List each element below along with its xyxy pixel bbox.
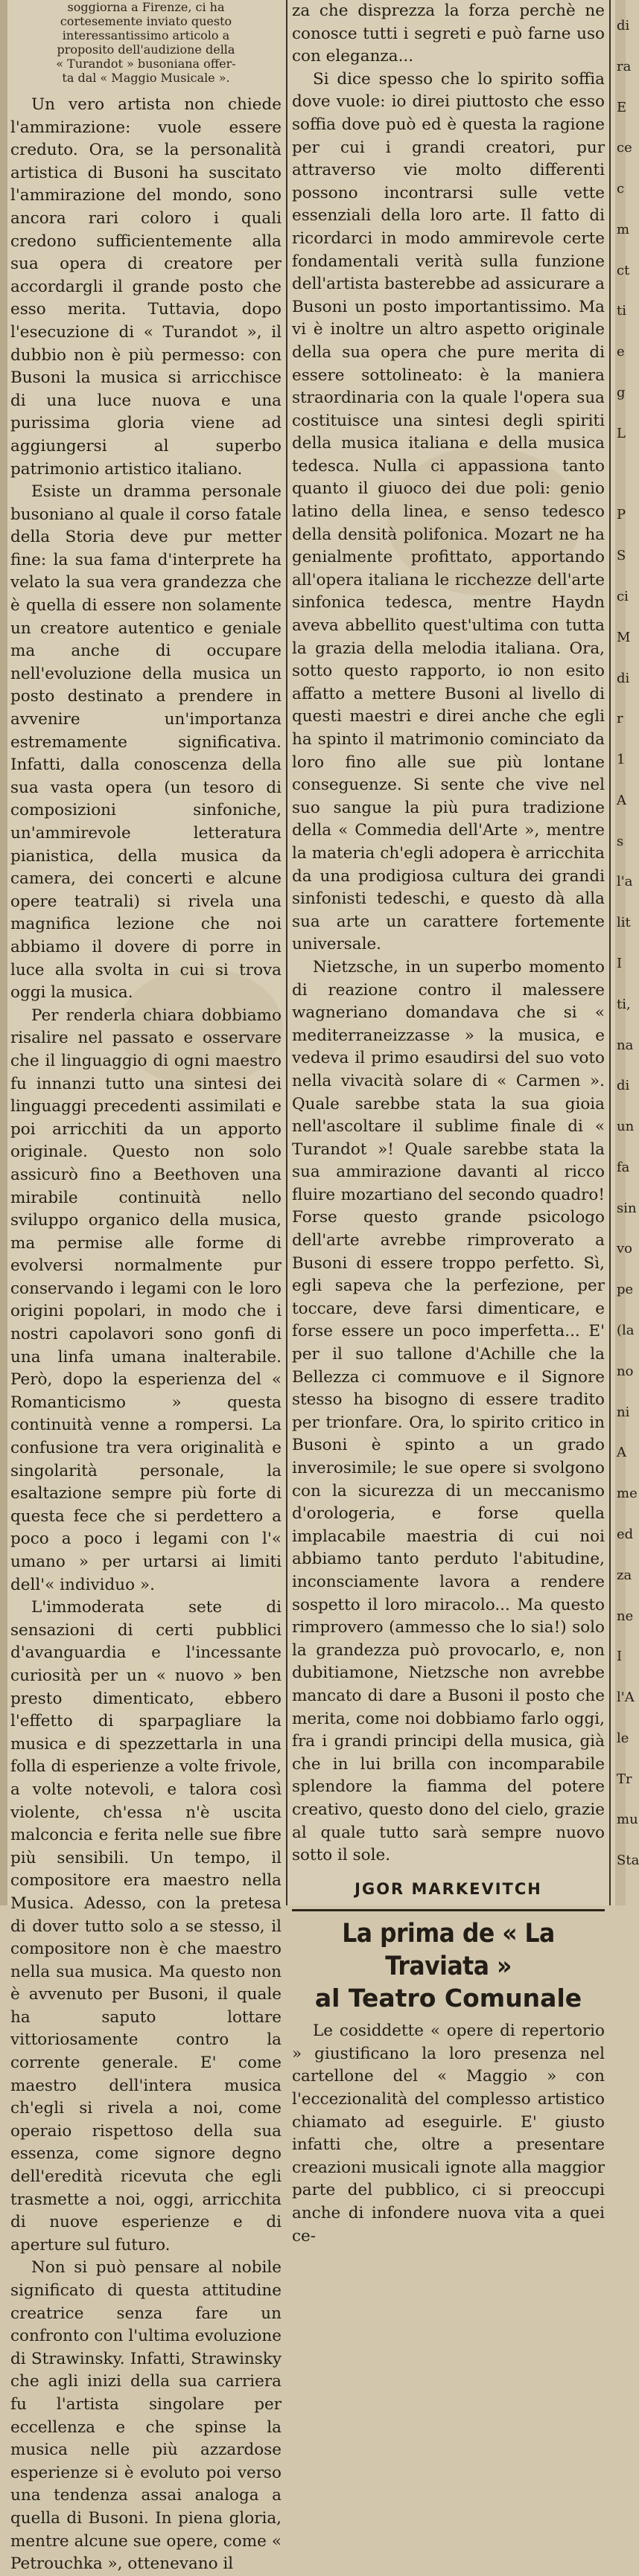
clipped-text-fragment: E: [617, 99, 627, 115]
clipped-text-fragment: r: [617, 711, 623, 727]
clipped-text-fragment: l'a: [617, 874, 633, 890]
column-rule: [609, 0, 611, 1905]
clipped-text-fragment: ra: [617, 58, 632, 74]
article-paragraph: Un vero artista non chiede l'ammirazione: vuole essere creduto. Ora, se la personalità artistica di Busoni ha suscitato l'ammirazione del mondo, sono ancora rari coloro i quali credono sufficientemente alla sua opera di creatore per accordargli il grande posto che esso merita. Tuttavia, dopo l'esecuzione di « Turandot », il dubbio non è più permesso: con Busoni la musica si arricchisce di una luce nuova e una purissima gloria viene ad aggiungersi al superbo patrimonio artistico italiano.: [10, 95, 282, 479]
clipped-text-fragment: di: [617, 18, 630, 33]
clipped-text-fragment: ed: [617, 1526, 634, 1542]
intro-note: [16, 0, 276, 85]
clipped-text-fragment: (la: [617, 1323, 635, 1339]
clipped-text-fragment: vo: [617, 1241, 633, 1257]
article-paragraph: za che disprezza la forza perchè ne conosce tutti i segreti e può farne uso con eleganza...: [292, 1, 605, 66]
clipped-text-fragment: M: [617, 629, 631, 645]
clipped-text-fragment: 1: [617, 752, 626, 768]
clipped-text-fragment: Tr: [617, 1771, 632, 1787]
clipped-text-fragment: me: [617, 1486, 638, 1502]
article-paragraph: Per renderla chiara dobbiamo risalire nel passato e osservare che il linguaggio di ogni maestro fu innanzi tutto una sintesi dei linguaggi precedenti assimilati e poi arricchiti da un apporto originale. Questo non solo assicurò fino a Beethoven una mirabile continuità nello sviluppo organico della musica, ma permise alle forme di evolversi normalmente pur conservando i legami con le loro origini popolari, in modo che i nostri capolavori sono gonfi di una linfa umana inalterabile. Però, dopo la esperienza del « Romanticismo » questa continuità venne a rompersi. La confusione tra vera originalità e singolarità personale, la esaltazione sempre più forte di questa fece che si perdettero a poco a poco i legami con l'« umano » per urtarsi ai limiti dell'« individuo ».: [10, 1006, 282, 1594]
article-subheadline: al Teatro Comunale: [314, 1984, 582, 2013]
article-paragraph: Si dice spesso che lo spirito soffia dove vuole: io direi piuttosto che esso soffia dove può ed è questa la ragione per cui i grandi creatori, pur attraverso vie molto differenti possono incontrarsi sulle vette essenziali della loro arte. Il fatto di ricordarci in modo ammirevole certe fondamentali verità sulla funzione dell'artista basterebbe ad assicurare a Busoni un posto importantissimo. Ma vi è inoltre un altro aspetto originale della sua opera che pure merita di essere sottolineato: è la maniera straordinaria con la quale l'opera sua costituisce una sintesi degli spiriti della musica italiana e della musica tedesca. Nulla ci appassiona tanto quanto il giuoco dei due poli: genio latino della linea, e senso tedesco della densità polifonica. Mozart ne ha genialmente profittato, apportando all'opera italiana le ricchezze dell'arte sinfonica tedesca, mentre Haydn aveva abbellito quest'ultima con tutta la grazia della melodia italiana. Ora, sotto questo rapporto, io non esito affatto a mettere Busoni al livello di questi maestri e direi anche che egli ha spinto il matrimonio cominciato da loro fino alle sue più lontane conseguenze. Si sente che vive nel suo sangue la più pura tradizione della « Commedia dell'Arte », mentre la materia ch'egli adopera è arricchita da una prodigiosa cultura dei grandi sinfonisti tedeschi, e questo dà alla sua arte un carattere fortemente universale.: [292, 69, 605, 954]
clipped-text-fragment: ne: [617, 1608, 634, 1624]
clipped-text-fragment: fa: [617, 1159, 630, 1175]
clipped-text-fragment: c: [617, 181, 625, 197]
clipped-text-fragment: di: [617, 670, 630, 686]
clipped-text-fragment: Sta: [617, 1853, 639, 1869]
left-column: [10, 0, 282, 2576]
clipped-text-fragment: di: [617, 1078, 630, 1094]
clipped-text-fragment: mu: [617, 1812, 638, 1828]
author-signature: JGOR MARKEVITCH: [355, 1879, 542, 1898]
clipped-text-fragment: s: [617, 833, 624, 849]
clipped-text-fragment: g: [617, 385, 626, 401]
intro-line: soggiorna a Firenze, ci ha: [67, 0, 225, 14]
clipped-text-fragment: un: [617, 1119, 635, 1135]
clipped-text-fragment: za: [617, 1567, 632, 1583]
middle-column: [292, 0, 605, 2248]
clipped-text-fragment: ti: [617, 303, 626, 319]
clipped-text-fragment: na: [617, 1037, 634, 1053]
headline-rule: [292, 1909, 605, 1911]
clipped-text-fragment: L: [617, 425, 626, 441]
clipped-text-fragment: S: [617, 548, 626, 564]
intro-line: ta dal « Maggio Musicale ».: [62, 71, 230, 85]
article-paragraph: Non si può pensare al nobile significato di questa attitudine creatrice senza fare un confronto con l'ultima evoluzione di Strawinsky. Infatti, Strawinsky che agli inizi della sua carriera fu l'artista singolare per eccellenza e che spinse la musica nelle più azzardose esperienze si è evoluto poi verso una tendenza assai analoga a quella di Busoni. In piena gloria, mentre alcune sue opere, come « Petrouchka », ottenevano il: [10, 2258, 282, 2574]
clipped-text-fragment: I: [617, 956, 623, 971]
column-rule: [286, 0, 287, 1905]
article-paragraph: Esiste un dramma personale busoniano al quale il corso fatale della Storia deve pur metter fine: la sua fama d'interprete ha velato la sua vera grandezza che è quella di essere non solamente un creatore autentico e geniale ma anche di occupare nell'evoluzione della musica un posto destinato a prendere in avvenire un'importanza estremamente significativa. Infatti, dalla conoscenza della sua vasta opera (un tesoro di composizioni sinfoniche, un'ammirevole letteratura pianistica, della musica da camera, dei concerti e alcune opere teatrali) si rivela una magnifica lezione che noi abbiamo il dovere di porre in luce alla svolta in cui si trova oggi la musica.: [10, 482, 282, 1003]
clipped-text-fragment: ct: [617, 262, 630, 278]
clipped-text-fragment: no: [617, 1363, 634, 1379]
clipped-text-fragment: pe: [617, 1282, 634, 1298]
clipped-text-fragment: A: [617, 1445, 626, 1461]
right-column-fragments: [617, 0, 639, 1905]
intro-line: cortesemente inviato questo: [60, 14, 232, 28]
clipped-text-fragment: ce: [617, 140, 632, 156]
clipped-text-fragment: m: [617, 221, 630, 237]
article-paragraph: L'immoderata sete di sensazioni di certi pubblici d'avanguardia e l'incessante curiosità per un « nuovo » ben presto dimenticato, ebbero l'effetto di sparpagliare la musica e di spezzettarla in una folla di esperienze a volte frivole, a volte notevoli, e talora così violente, ch'essa n'è uscita malconcia e ferita nelle sue fibre più sensibili. Un tempo, il compositore era maestro nella Musica. Adesso, con la pretesa di dover tutto solo a se stesso, il compositore non è che maestro nella sua musica. Ma questo non è avvenuto per Busoni, il quale ha saputo lottare vittoriosamente contro la corrente generale. E' come maestro dell'intera musica ch'egli si rivela a noi, come operaio rispettoso della sua essenza, come signore degno dell'eredità ricevuta che egli trasmette a noi, oggi, arricchita di nuove esperienze e di aperture sul futuro.: [10, 1598, 282, 2254]
clipped-text-fragment: ti,: [617, 996, 631, 1012]
intro-line: « Turandot » busoniana offer-: [56, 57, 236, 71]
clipped-text-fragment: P: [617, 507, 626, 523]
page-left-edge: [0, 0, 7, 1905]
article-paragraph: Le cosiddette « opere di repertorio » giustificano la loro presenza nel cartellone del « Maggio » con l'eccezionalità del complesso artistico chiamato ad eseguirle. E' giusto infatti che, oltre a presentare creazioni musicali ignote alla maggior parte del pubblico, ci si preoccupi anche di infondere nuova vita a quei ce-: [292, 2022, 605, 2246]
article-paragraph: Nietzsche, in un superbo momento di reazione contro il malessere wagneriano domandava che si « mediterraneizzasse » la musica, e vedeva il primo esaudirsi del suo voto nella vivacità solare di « Carmen ». Quale sarebbe stata la sua gioia nell'ascoltare il sublime finale di « Turandot »! Quale sarebbe stata la sua ammirazione davanti al ricco fluire mozartiano del secondo quadro! Forse questo grande psicologo dell'arte avrebbe rimproverato a Busoni di essere troppo perfetto. Sì, egli sapeva che la perfezione, per toccare, deve farsi dimenticare, e forse essere un poco imperfetta... E' per il suo tallone d'Achille che la Bellezza ci commuove e il Signore stesso ha bisogno di essere tradito per trionfare. Ora, lo spirito critico in Busoni è spinto a un grado inverosimile; le sue opere si svolgono con la sicurezza di un meccanismo d'orologeria, e forse quella implacabile maestria di cui noi abbiamo tanto perduto l'abitudine, inconsciamente lavora a rendere sospetto il loro miracolo... Ma questo rimprovero (ammesso che lo sia!) solo la grandezza può provocarlo, e, non dubitiamone, Nietzsche non avrebbe mancato di dare a Busoni il posto che merita, come noi dobbiamo farlo oggi, fra i grandi principi della musica, già che in lui brilla con incomparabile splendore la fiamma del potere creativo, questo dono del cielo, grazie al quale tutto sarà sempre nuovo sotto il sole.: [292, 957, 605, 1865]
clipped-text-fragment: e: [617, 344, 625, 360]
article-headline: La prima de « La Traviata »: [342, 1919, 555, 1982]
clipped-text-fragment: I: [617, 1649, 623, 1665]
clipped-text-fragment: ni: [617, 1404, 630, 1420]
clipped-text-fragment: ci: [617, 588, 629, 604]
clipped-text-fragment: sin: [617, 1200, 637, 1216]
clipped-text-fragment: lit: [617, 915, 631, 931]
clipped-text-fragment: le: [617, 1730, 629, 1746]
clipped-text-fragment: A: [617, 792, 626, 808]
intro-line: proposito dell'audizione della: [57, 42, 235, 57]
intro-line: interessantissimo articolo a: [62, 28, 230, 42]
clipped-text-fragment: l'A: [617, 1690, 635, 1706]
